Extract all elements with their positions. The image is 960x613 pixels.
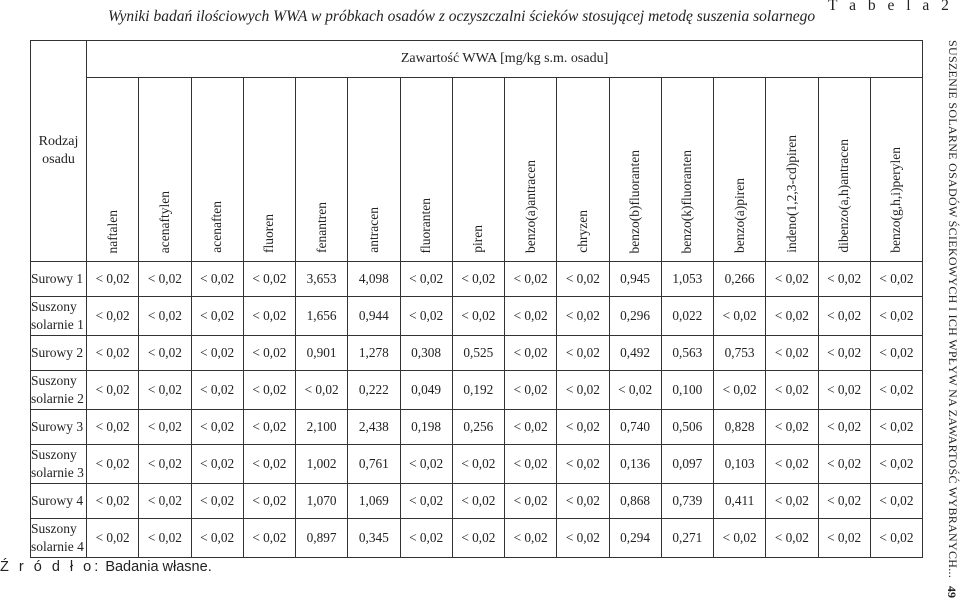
source-label: Ź r ó d ł o: [0, 559, 102, 575]
column-header-label: acenaften [209, 201, 225, 253]
table-cell: < 0,02 [766, 410, 818, 445]
table-cell: < 0,02 [243, 410, 295, 445]
row-label: Suszony solarnie 2 [31, 371, 87, 410]
column-header-label: fluoren [261, 214, 277, 253]
table-cell: < 0,02 [505, 410, 557, 445]
table-cell: < 0,02 [243, 371, 295, 410]
table-cell: < 0,02 [818, 519, 870, 558]
table-cell: < 0,02 [818, 484, 870, 519]
table-cell: 0,271 [661, 519, 713, 558]
column-header [191, 78, 243, 262]
table-cell: 0,492 [609, 336, 661, 371]
table-cell: < 0,02 [87, 262, 139, 297]
column-header-label: dibenzo(a,h)antracen [836, 139, 852, 253]
table-cell: < 0,02 [139, 484, 191, 519]
table-row [31, 336, 923, 371]
table-cell: < 0,02 [87, 371, 139, 410]
table-cell: < 0,02 [818, 336, 870, 371]
table-cell: < 0,02 [243, 484, 295, 519]
table-cell: < 0,02 [714, 371, 766, 410]
table-cell: < 0,02 [557, 297, 609, 336]
column-header-label: antracen [365, 207, 381, 253]
table-cell: < 0,02 [191, 297, 243, 336]
column-header [296, 78, 348, 262]
table-cell: < 0,02 [818, 445, 870, 484]
column-header [139, 78, 191, 262]
table-cell: < 0,02 [766, 519, 818, 558]
header-row-top [31, 41, 923, 78]
table-cell: < 0,02 [870, 297, 922, 336]
table-cell: 0,740 [609, 410, 661, 445]
column-header-label: indeno(1,2,3-cd)piren [783, 135, 799, 253]
wwa-results-table [30, 40, 923, 558]
table-cell: 1,656 [296, 297, 348, 336]
table-cell: < 0,02 [870, 484, 922, 519]
row-label: Surowy 3 [31, 410, 87, 445]
table-cell: 0,901 [296, 336, 348, 371]
row-label: Suszony solarnie 4 [31, 519, 87, 558]
running-title-strip [940, 40, 960, 613]
table-cell: < 0,02 [400, 484, 452, 519]
table-cell: < 0,02 [505, 519, 557, 558]
table-cell: < 0,02 [766, 484, 818, 519]
table-cell: < 0,02 [609, 371, 661, 410]
table-cell: < 0,02 [243, 297, 295, 336]
table-cell: 0,222 [348, 371, 400, 410]
column-header-label: acenaftylen [156, 190, 172, 253]
column-header [818, 78, 870, 262]
column-header-label: naftalen [104, 209, 120, 253]
table-cell: < 0,02 [243, 336, 295, 371]
table-cell: < 0,02 [452, 519, 504, 558]
table-label: T a b e l a 2 [828, 0, 953, 14]
table-cell: < 0,02 [505, 336, 557, 371]
table-cell: < 0,02 [452, 445, 504, 484]
table-cell: 0,739 [661, 484, 713, 519]
table-row [31, 410, 923, 445]
table-cell: < 0,02 [139, 297, 191, 336]
column-header [348, 78, 400, 262]
table-cell: < 0,02 [870, 410, 922, 445]
table-cell: < 0,02 [139, 410, 191, 445]
table-cell: < 0,02 [766, 371, 818, 410]
table-cell: < 0,02 [818, 410, 870, 445]
table-cell: < 0,02 [243, 262, 295, 297]
table-cell: < 0,02 [870, 445, 922, 484]
table-cell: < 0,02 [139, 371, 191, 410]
table-cell: < 0,02 [87, 484, 139, 519]
table-cell: < 0,02 [452, 484, 504, 519]
table-cell: 0,192 [452, 371, 504, 410]
table-cell: < 0,02 [870, 336, 922, 371]
table-cell: < 0,02 [818, 371, 870, 410]
row-label: Surowy 4 [31, 484, 87, 519]
table-cell: 0,828 [714, 410, 766, 445]
column-header-label: benzo(b)fluoranten [627, 149, 643, 253]
table-cell: < 0,02 [87, 445, 139, 484]
column-header-label: benzo(k)fluoranten [679, 149, 695, 253]
table-cell: 1,069 [348, 484, 400, 519]
table-cell: 0,256 [452, 410, 504, 445]
column-header [870, 78, 922, 262]
table-cell: < 0,02 [557, 519, 609, 558]
table-cell: 0,294 [609, 519, 661, 558]
table-cell: < 0,02 [400, 519, 452, 558]
table-cell: 0,944 [348, 297, 400, 336]
column-header [714, 78, 766, 262]
table-cell: 0,897 [296, 519, 348, 558]
column-header-label: fenantren [313, 202, 329, 253]
table-cell: 0,198 [400, 410, 452, 445]
table-cell: < 0,02 [766, 445, 818, 484]
table-cell: < 0,02 [243, 519, 295, 558]
table-cell: < 0,02 [296, 371, 348, 410]
column-header-label: piren [470, 225, 486, 253]
table-cell: 0,100 [661, 371, 713, 410]
table-cell: < 0,02 [714, 519, 766, 558]
table-cell: < 0,02 [766, 262, 818, 297]
table-cell: 0,022 [661, 297, 713, 336]
table-cell: 0,266 [714, 262, 766, 297]
table-cell: < 0,02 [191, 410, 243, 445]
table-cell: < 0,02 [243, 445, 295, 484]
table-cell: < 0,02 [557, 371, 609, 410]
row-label: Surowy 1 [31, 262, 87, 297]
table-cell: < 0,02 [191, 336, 243, 371]
column-header-label: chryzen [574, 210, 590, 253]
column-header [661, 78, 713, 262]
table-cell: < 0,02 [505, 262, 557, 297]
column-header-label: fluoranten [418, 197, 434, 253]
table-cell: < 0,02 [87, 336, 139, 371]
table-cell: < 0,02 [139, 336, 191, 371]
table-cell: < 0,02 [191, 371, 243, 410]
column-header [452, 78, 504, 262]
column-header [505, 78, 557, 262]
table-cell: < 0,02 [557, 484, 609, 519]
column-header [87, 78, 139, 262]
source-text: Badania własne. [105, 559, 212, 575]
column-header-label: benzo(a)antracen [522, 160, 538, 253]
column-header [243, 78, 295, 262]
row-label: Surowy 2 [31, 336, 87, 371]
table-cell: 0,103 [714, 445, 766, 484]
table-cell: < 0,02 [870, 371, 922, 410]
table-cell: < 0,02 [870, 519, 922, 558]
table-row [31, 297, 923, 336]
running-title: SUSZENIE SOLARNE OSADÓW ŚCIEKOWYCH I ICH WPŁYW NA ZAWARTOŚĆ WYBRANYCH... [946, 40, 960, 579]
table-cell: < 0,02 [557, 445, 609, 484]
page-number: 49 [945, 586, 959, 598]
source-note [0, 559, 212, 575]
table-cell: 0,753 [714, 336, 766, 371]
table-cell: < 0,02 [400, 297, 452, 336]
table-cell: 0,296 [609, 297, 661, 336]
table-cell: < 0,02 [87, 297, 139, 336]
table-cell: < 0,02 [818, 262, 870, 297]
table-cell: < 0,02 [400, 445, 452, 484]
table-cell: 0,136 [609, 445, 661, 484]
table-cell: 0,525 [452, 336, 504, 371]
table-cell: < 0,02 [766, 336, 818, 371]
table-cell: < 0,02 [452, 262, 504, 297]
table-cell: < 0,02 [191, 262, 243, 297]
column-header [400, 78, 452, 262]
table-cell: 1,278 [348, 336, 400, 371]
row-label: Suszony solarnie 1 [31, 297, 87, 336]
table-cell: < 0,02 [87, 519, 139, 558]
table-cell: 0,411 [714, 484, 766, 519]
table-cell: < 0,02 [557, 410, 609, 445]
table-cell: < 0,02 [766, 297, 818, 336]
table-cell: < 0,02 [191, 519, 243, 558]
table-cell: 0,506 [661, 410, 713, 445]
table-body [31, 262, 923, 558]
table-cell: < 0,02 [505, 297, 557, 336]
table-cell: < 0,02 [505, 371, 557, 410]
table-cell: 1,002 [296, 445, 348, 484]
table-row [31, 371, 923, 410]
table-row [31, 445, 923, 484]
table-row [31, 519, 923, 558]
table-cell: 0,308 [400, 336, 452, 371]
table-cell: < 0,02 [818, 297, 870, 336]
table-cell: 3,653 [296, 262, 348, 297]
table-cell: < 0,02 [191, 484, 243, 519]
column-header [766, 78, 818, 262]
column-header [557, 78, 609, 262]
table-cell: 0,097 [661, 445, 713, 484]
table-cell: < 0,02 [191, 445, 243, 484]
table-cell: < 0,02 [870, 262, 922, 297]
table-cell: 1,053 [661, 262, 713, 297]
table-row [31, 262, 923, 297]
table-cell: 0,761 [348, 445, 400, 484]
table-cell: < 0,02 [400, 262, 452, 297]
column-header [609, 78, 661, 262]
table-cell: < 0,02 [139, 519, 191, 558]
table-cell: < 0,02 [557, 262, 609, 297]
table-cell: 0,345 [348, 519, 400, 558]
table-cell: < 0,02 [557, 336, 609, 371]
table-cell: < 0,02 [452, 297, 504, 336]
table-cell: 0,563 [661, 336, 713, 371]
table-cell: 0,868 [609, 484, 661, 519]
content-header: Zawartość WWA [mg/kg s.m. osadu] [87, 41, 923, 78]
table-row [31, 484, 923, 519]
table-cell: < 0,02 [505, 484, 557, 519]
table-cell: 2,438 [348, 410, 400, 445]
column-header-label: benzo(g,h,i)perylen [888, 147, 904, 253]
table-title: Wyniki badań ilościowych WWA w próbkach osadów z oczyszczalni ścieków stosującej metodę suszenia solarnego [108, 8, 816, 25]
table-cell: < 0,02 [714, 297, 766, 336]
table-cell: < 0,02 [139, 262, 191, 297]
table-cell: 1,070 [296, 484, 348, 519]
column-header-row [31, 78, 923, 262]
table-cell: < 0,02 [139, 445, 191, 484]
table-cell: < 0,02 [87, 410, 139, 445]
table-cell: 4,098 [348, 262, 400, 297]
table-cell: 0,945 [609, 262, 661, 297]
table-cell: < 0,02 [505, 445, 557, 484]
table-cell: 0,049 [400, 371, 452, 410]
column-header-label: benzo(a)piren [731, 178, 747, 253]
row-label: Suszony solarnie 3 [31, 445, 87, 484]
table-cell: 2,100 [296, 410, 348, 445]
rodzaj-osadu-header: Rodzaj osadu [31, 41, 87, 262]
